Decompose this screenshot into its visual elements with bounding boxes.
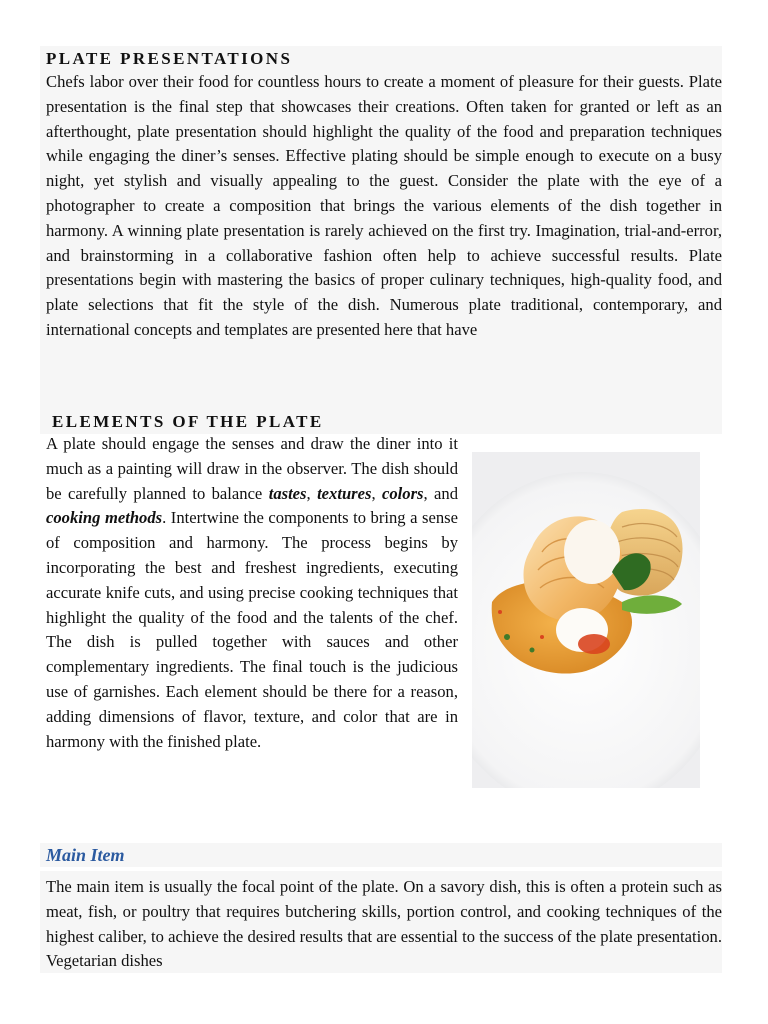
text-run: , <box>306 483 318 503</box>
emphasis-tastes: tastes <box>268 483 307 503</box>
emphasis-textures: textures <box>317 483 372 503</box>
section-heading-elements-of-the-plate: ELEMENTS OF THE PLATE <box>52 412 324 431</box>
pepper-dot <box>498 610 502 614</box>
emphasis-colors: colors <box>382 483 424 503</box>
lobster-accent <box>578 634 610 654</box>
section-heading-plate-presentations: PLATE PRESENTATIONS <box>46 49 293 68</box>
paragraph-plate-presentations: Chefs labor over their food for countless hours to create a moment of pleasure for their guests. Plate presentation is the final step that showcases their creations. Often taken for granted or left as an afterthought, plate presentation should highlight the quality of the food and preparation techniques while engaging the diner’s senses. Effective plating should be simple enough to execute on a busy night, yet stylish and visually appealing to the guest. Consider the plate with the eye of a photographer to create a composition that brings the various elements of the dish together in harmony. A winning plate presentation is rarely achieved on the first try. Imagination, trial-and-error, and brainstorming in a collaborative fashion often help to achieve successful results. Plate presentations begin with mastering the basics of proper culinary techniques, high-quality food, and plate selections that fit the style of the dish. Numerous plate traditional, contemporary, and international concepts and templates are presented here that have <box>46 72 722 339</box>
scallop-disc <box>564 520 620 584</box>
plated-dish-photo <box>472 452 700 788</box>
herb-dot <box>504 634 510 640</box>
text-run: A plate should engage the senses and draw the diner into it much as a painting will draw in the observer. The dish should be carefully planned to balance <box>46 434 458 503</box>
subheading-main-item: Main Item <box>46 845 125 865</box>
text-run: . Intertwine the components to bring a sense of composition and harmony. The process begins by incorporating the best and freshest ingredients, executing accurate knife cuts, and using precise cooking techniques that highlight the quality of the food and the talents of the chef. The dish is pulled together with sauces and other complementary ingredients. The final touch is the judicious use of garnishes. Each element should be there for a reason, adding dimensions of flavor, texture, and color that are in harmony with the finished plate. <box>46 508 458 751</box>
pepper-dot <box>540 635 544 639</box>
herb-dot <box>530 648 535 653</box>
subheading-background <box>40 843 722 867</box>
text-run: , and <box>423 483 459 503</box>
paragraph-elements-of-the-plate <box>46 432 458 754</box>
paragraph-main-item: The main item is usually the focal point of the plate. On a savory dish, this is often a protein such as meat, fish, or poultry that requires butchering skills, portion control, and cooking techniques of the highest caliber, to achieve the desired results that are essential to the success of the plate presentation. Vegetarian dishes <box>46 877 722 971</box>
text-run: , <box>371 483 383 503</box>
emphasis-cooking-methods: cooking methods <box>46 508 163 528</box>
plated-dish-illustration <box>472 452 700 788</box>
